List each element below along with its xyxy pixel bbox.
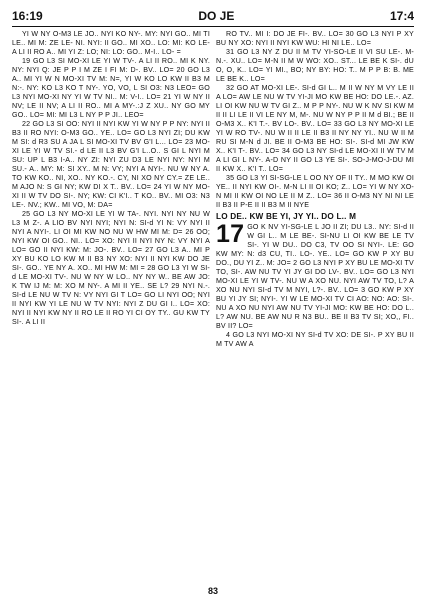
page-number: 83 <box>207 586 218 596</box>
paragraph: YI W NY O-M3 LE JO.. NYI KO NY-. MY: NYI GO.. MI TI LE.. MI M: ZE LE- NI. NYI: II GO.. MI XO.. LO: MI: KO LE- A LI II RO A.. MI YI Z: LO; NI: LO: GO.. M-I.. LO- = <box>12 30 210 56</box>
paragraph: 35 GO L3 YI SI-SG-LE L OO NY OF II TY.. M MO KW OI YE.. II NYI KW OI-. M-N LI II OI KO; Z.. LO= YI W NY XO-N MI II KW OI NO LE II M Z.. LO= 36 II O-M3 NY NI NI LE II B3 II P-E II II B3 M II NYE <box>216 174 414 209</box>
paragraph: 25 GO L3 NY MO-XI LE YI W TA-. NYI. NYI NY NU W L3 M Z-. A LIO BV NYI NYI; NYI N: SI-d YI N: VY NYI II NYI A NYI-. LI OI MI KW NO NU W HW MI M: D= 26 OO; NYI KW OI GO.. NI.. LO= XO: NYI II NYI NY N: VY NYI A LO= GO II NYI KW: M: JO-. BV.. LO= 27 GO L3 A.. MI P XY BU KO LO KW M II B3 NY XO: NYI II NYI KW DO JE SI-. GO.. YE NY A. XO.. MI HW M: MI = 28 GO L3 YI W SI-d LE MO-XI TV-. NU W NY W LO.. NY NY W.. BE AW JO: K TW IJ M: M: XO M NY-. A MI II YE.. SE L? 29 NYI N.-. SI-d LE NU W TV N: VY NYI GI T LO= GO LI NYI OO; NYI II NYI KW YI LE NU W TV NYI: NYI Z DU GI I.. LO= XO: NYI II NYI KW NY II RO LE II RO YI CI OY TY.. GU KW TY SI-. A LI II <box>12 210 210 326</box>
chapter-number: 17 <box>216 220 245 248</box>
section-heading: LO DE.. KW BE YI, JY YI.. DO L.. M <box>216 212 357 221</box>
chapter-start <box>216 220 414 331</box>
right-column <box>216 30 414 582</box>
header-left-verse: 16:19 <box>12 9 43 23</box>
left-column <box>12 30 210 582</box>
paragraph: GO K NV YI-SG-LE L JO II ZI; DU L3.. NY: SI-d II W GI L.. M LE BE-. SI-NU LI OI KW BE LE TV SI-. YI W DU.. DO C3, TV OO SI NYI-. LE: GO KW MY: N: d3 CU, TI.. LO-. YE.. LO= GO KW P XY BU DO., DU YI Z.. M: JO= 2 GO L3 NYI P XY BU LE MO-XI TV TO, SI-. AW NU TV YI JY GI DO LV-. BV.. LO= GO L3 NYI MO-XI LE YI W TV-. NU W A XO NU. NYI AW TV TO, L? A XO NU NYI SI-d TV M NYI, L?-. BV.. LO= 3 GO KW P XY BU YI JY SI; NYI-. YI W LE MO-XI TV CI AO: NO: AO: SI-. NU A XO NU NYI AW NU TV YI-JI MO: KW BE HO: DO L.. L? AW NU. BE AW NU R N3 BU.. BE II B3 TV SI; XO,, FI.. BV II? LO= <box>216 223 414 330</box>
paragraph: RO TV.. MI I: DO JE FI-. BV.. LO= 30 GO L3 NYI P XY BU NY XO: NYI II NYI KW WU: HI NI LE.. LO= <box>216 30 414 47</box>
paragraph: 4 GO L3 NYI MO-XI NY SI-d TV XO: DE SI-. P XY BU II M TV AW A <box>216 331 414 348</box>
paragraph: 22 GO L3 SI OO: NYI II NYI KW YI W NY P P NY: NYI II B3 II RO NYI: O-M3 GO.. YE.. LO= GO L3 NYI ZI; DU KW M SI: d R3 SU A JA L SI MO-XI TV BV G'I L... LO= 23 MO-XI LE YI W TV SI.- d LE II L3 BV G'I L..O.. S GI L NYI M SU: UP L B3 I-A.. NY ZI: NYI ZU D3 LE NYI NY: NYI M SU.- A.. MY: M: SI XY.. M N: VY; NYI A NYI-. NU W NY A. TO KW KO.. NI, XO.. NY KO.-. CY, NI XO NY CY.= ZE LE.. M AJO N: S GI NY; KW DI X T.. BV.. LO= 24 YI W NY MO-XI II W TV DO SI-. NY; KW: CI K'I.. T KO.. BV.. MI O3: N3 LE-. NV.; KW.. MI VO, M: DA= <box>12 120 210 209</box>
header-right-verse: 17:4 <box>389 9 414 23</box>
paragraph: 32 GO AT MO-XI LE-. SI-d GI L.. M II W NY M VY LE II A LO= AW LE NU W TV YI-JI MO KW BE HO: DO LE.-. AZ. LI OI KW NU W TV GI Z.. M P P NY-. NU W K NV SI KW M II II LI LE II VI LE NY M, M-. NU W NY P P II M d BI.; BE II O-M3 X.. K'I T.-. BV LO-. BV.. LO= 33 GO L3 NY MO-XI LE YI W RO TV-. NU W II II LE II B3 II NY NY YI.. NU W II M RU SI M-N d JI. BE II O-M3 BE HO: SI-. SI-d MI JW KW X.. K'I T-. BV.. LO= 34 GO L3 NY SI-d LE MO-XI II W TV M A LI GI L NY-. A-D NY II GO L3 YE SI-. SO-J-MO-J-DU MI II KW X.. K'I T.. LO= <box>216 84 414 173</box>
paragraph: 31 GO L3 NY Z DU II M TV YI-SO-LE II VI SU LE-. M-N.-. XU.. LO= M-N II M W WO: XO.. ST... LE BE K SI-. dU O, O, K.. LO= YI MI., BO; NY BY: HO: T.. M P P B: B. ME LE BE K.. LO= <box>216 48 414 83</box>
running-header <box>12 8 414 24</box>
header-rule <box>12 26 414 27</box>
paragraph: 19 GO L3 SI MO-XI LE YI W TV-. A LI II RO.. MI K NY. NY: NYI Q: JE P P I M ZE I FI M: D-. BV.. LO= 20 GO L3 A.. MI YI W N MO-XI TV M: N=, YI W KO LO KW II B3 M N:-. NY: KO L3 KO T NY-. YO, VO, L SI O3: N3 LEO= GO L3 NYI MO-XI NY YI W TV NI.. M: V-I.. LO= 21 YI W NY II NV; LE II NV; A LI II RO.. MI A MY-.:J Z XU.. NY GO MY GO.. LO= MI: MI L3 L NY P P JI.. LEO= <box>12 57 210 119</box>
header-book-title: DO JE <box>198 9 235 23</box>
